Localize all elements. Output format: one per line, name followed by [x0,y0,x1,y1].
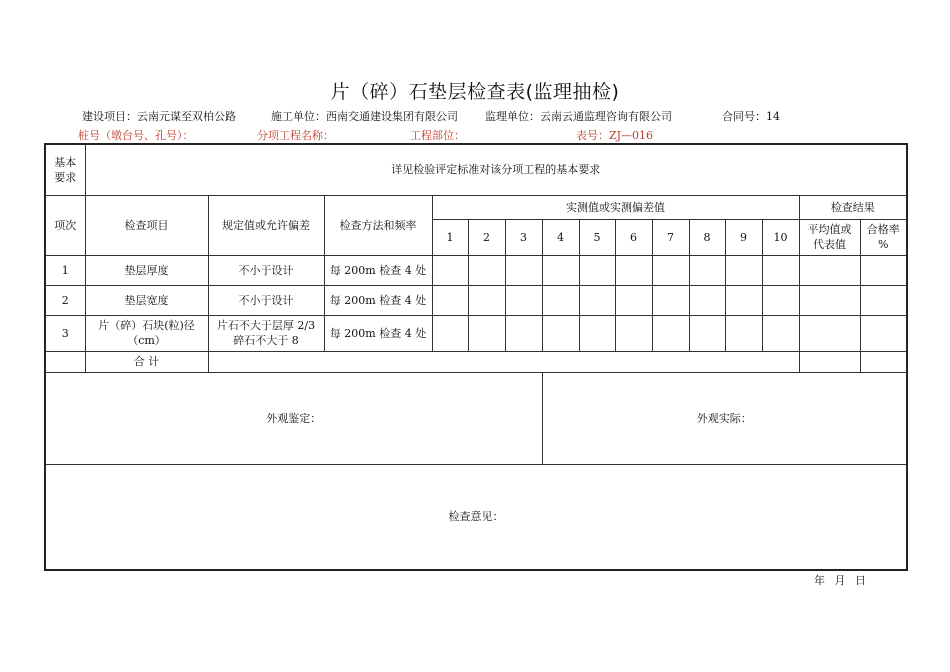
row-no: 1 [45,255,85,285]
row-item: 片（碎）石块(粒)径 （cm） [85,315,208,351]
value-cell[interactable] [615,285,652,315]
row-method: 每 200m 检查 4 处 [324,285,432,315]
station-field: 桩号（墩台号、孔号）： [78,129,194,142]
value-cell[interactable] [652,315,689,351]
pass-rate-cell[interactable] [860,255,907,285]
value-cell[interactable] [542,285,579,315]
col-header-measured: 实测值或实测偏差值 [432,195,799,219]
value-cell[interactable] [468,255,505,285]
row-no: 3 [45,315,85,351]
row-item: 垫层厚度 [85,255,208,285]
table-row [45,255,907,285]
value-cell[interactable] [432,315,468,351]
appearance-actual[interactable]: 外观实际： [542,372,907,464]
point-header: 3 [505,219,542,255]
avg-cell[interactable] [799,285,860,315]
value-cell[interactable] [762,255,799,285]
total-values-cell[interactable] [208,351,799,372]
value-cell[interactable] [615,255,652,285]
row-no: 2 [45,285,85,315]
supervisor-field: 监理单位：云南云通监理咨询有限公司 [485,110,672,123]
value-cell[interactable] [432,285,468,315]
pass-rate-cell[interactable] [860,285,907,315]
value-cell[interactable] [579,285,615,315]
value-cell[interactable] [725,285,762,315]
appearance-assessment[interactable]: 外观鉴定： [45,372,542,464]
table-number: 表号：ZJ—016 [576,129,654,142]
value-cell[interactable] [689,255,725,285]
point-header: 9 [725,219,762,255]
contractor-field: 施工单位：西南交通建设集团有限公司 [271,110,458,123]
inspection-table [44,143,908,571]
basic-req-text: 详见检验评定标准对该分项工程的基本要求 [85,144,907,195]
point-header: 6 [615,219,652,255]
point-header: 4 [542,219,579,255]
subproject-field: 分项工程名称： [257,129,334,142]
value-cell[interactable] [432,255,468,285]
total-label: 合 计 [85,351,208,372]
row-spec: 片石不大于层厚 2/3 碎石不大于 8 [208,315,324,351]
point-header: 7 [652,219,689,255]
value-cell[interactable] [689,285,725,315]
avg-cell[interactable] [799,315,860,351]
value-cell[interactable] [762,315,799,351]
value-cell[interactable] [652,255,689,285]
pass-rate-cell[interactable] [860,315,907,351]
avg-cell[interactable] [799,255,860,285]
row-spec: 不小于设计 [208,255,324,285]
value-cell[interactable] [615,315,652,351]
row-item: 垫层宽度 [85,285,208,315]
value-cell[interactable] [689,315,725,351]
point-header: 2 [468,219,505,255]
value-cell[interactable] [505,255,542,285]
point-header: 10 [762,219,799,255]
point-header: 8 [689,219,725,255]
value-cell[interactable] [725,315,762,351]
value-cell[interactable] [762,285,799,315]
contract-field: 合同号：14 [722,110,780,123]
value-cell[interactable] [725,255,762,285]
page-title: 片（碎）石垫层检查表(监理抽检) [330,81,620,103]
col-header-result: 检查结果 [799,195,907,219]
value-cell[interactable] [542,315,579,351]
row-method: 每 200m 检查 4 处 [324,255,432,285]
col-header-pass-rate: 合格率 % [860,219,907,255]
value-cell[interactable] [579,255,615,285]
total-avg-cell[interactable] [799,351,860,372]
col-header-method: 检查方法和频率 [324,195,432,255]
value-cell[interactable] [579,315,615,351]
row-spec: 不小于设计 [208,285,324,315]
value-cell[interactable] [468,315,505,351]
col-header-avg: 平均值或 代表值 [799,219,860,255]
point-header: 5 [579,219,615,255]
row-method: 每 200m 检查 4 处 [324,315,432,351]
value-cell[interactable] [652,285,689,315]
value-cell[interactable] [505,285,542,315]
inspection-opinion[interactable]: 检查意见： [45,464,907,570]
point-header: 1 [432,219,468,255]
location-field: 工程部位： [410,129,465,142]
value-cell[interactable] [542,255,579,285]
col-header-spec: 规定值或允许偏差 [208,195,324,255]
total-row [45,351,907,372]
col-header-item: 检查项目 [85,195,208,255]
total-pass-rate-cell[interactable] [860,351,907,372]
project-field: 建设项目：云南元谋至双柏公路 [82,110,236,123]
signature-date: 年 月 日 [814,574,866,587]
basic-req-label: 基本 要求 [45,144,85,195]
table-row [45,315,907,351]
value-cell[interactable] [468,285,505,315]
col-header-no: 项次 [45,195,85,255]
value-cell[interactable] [505,315,542,351]
total-no-cell [45,351,85,372]
table-row [45,285,907,315]
